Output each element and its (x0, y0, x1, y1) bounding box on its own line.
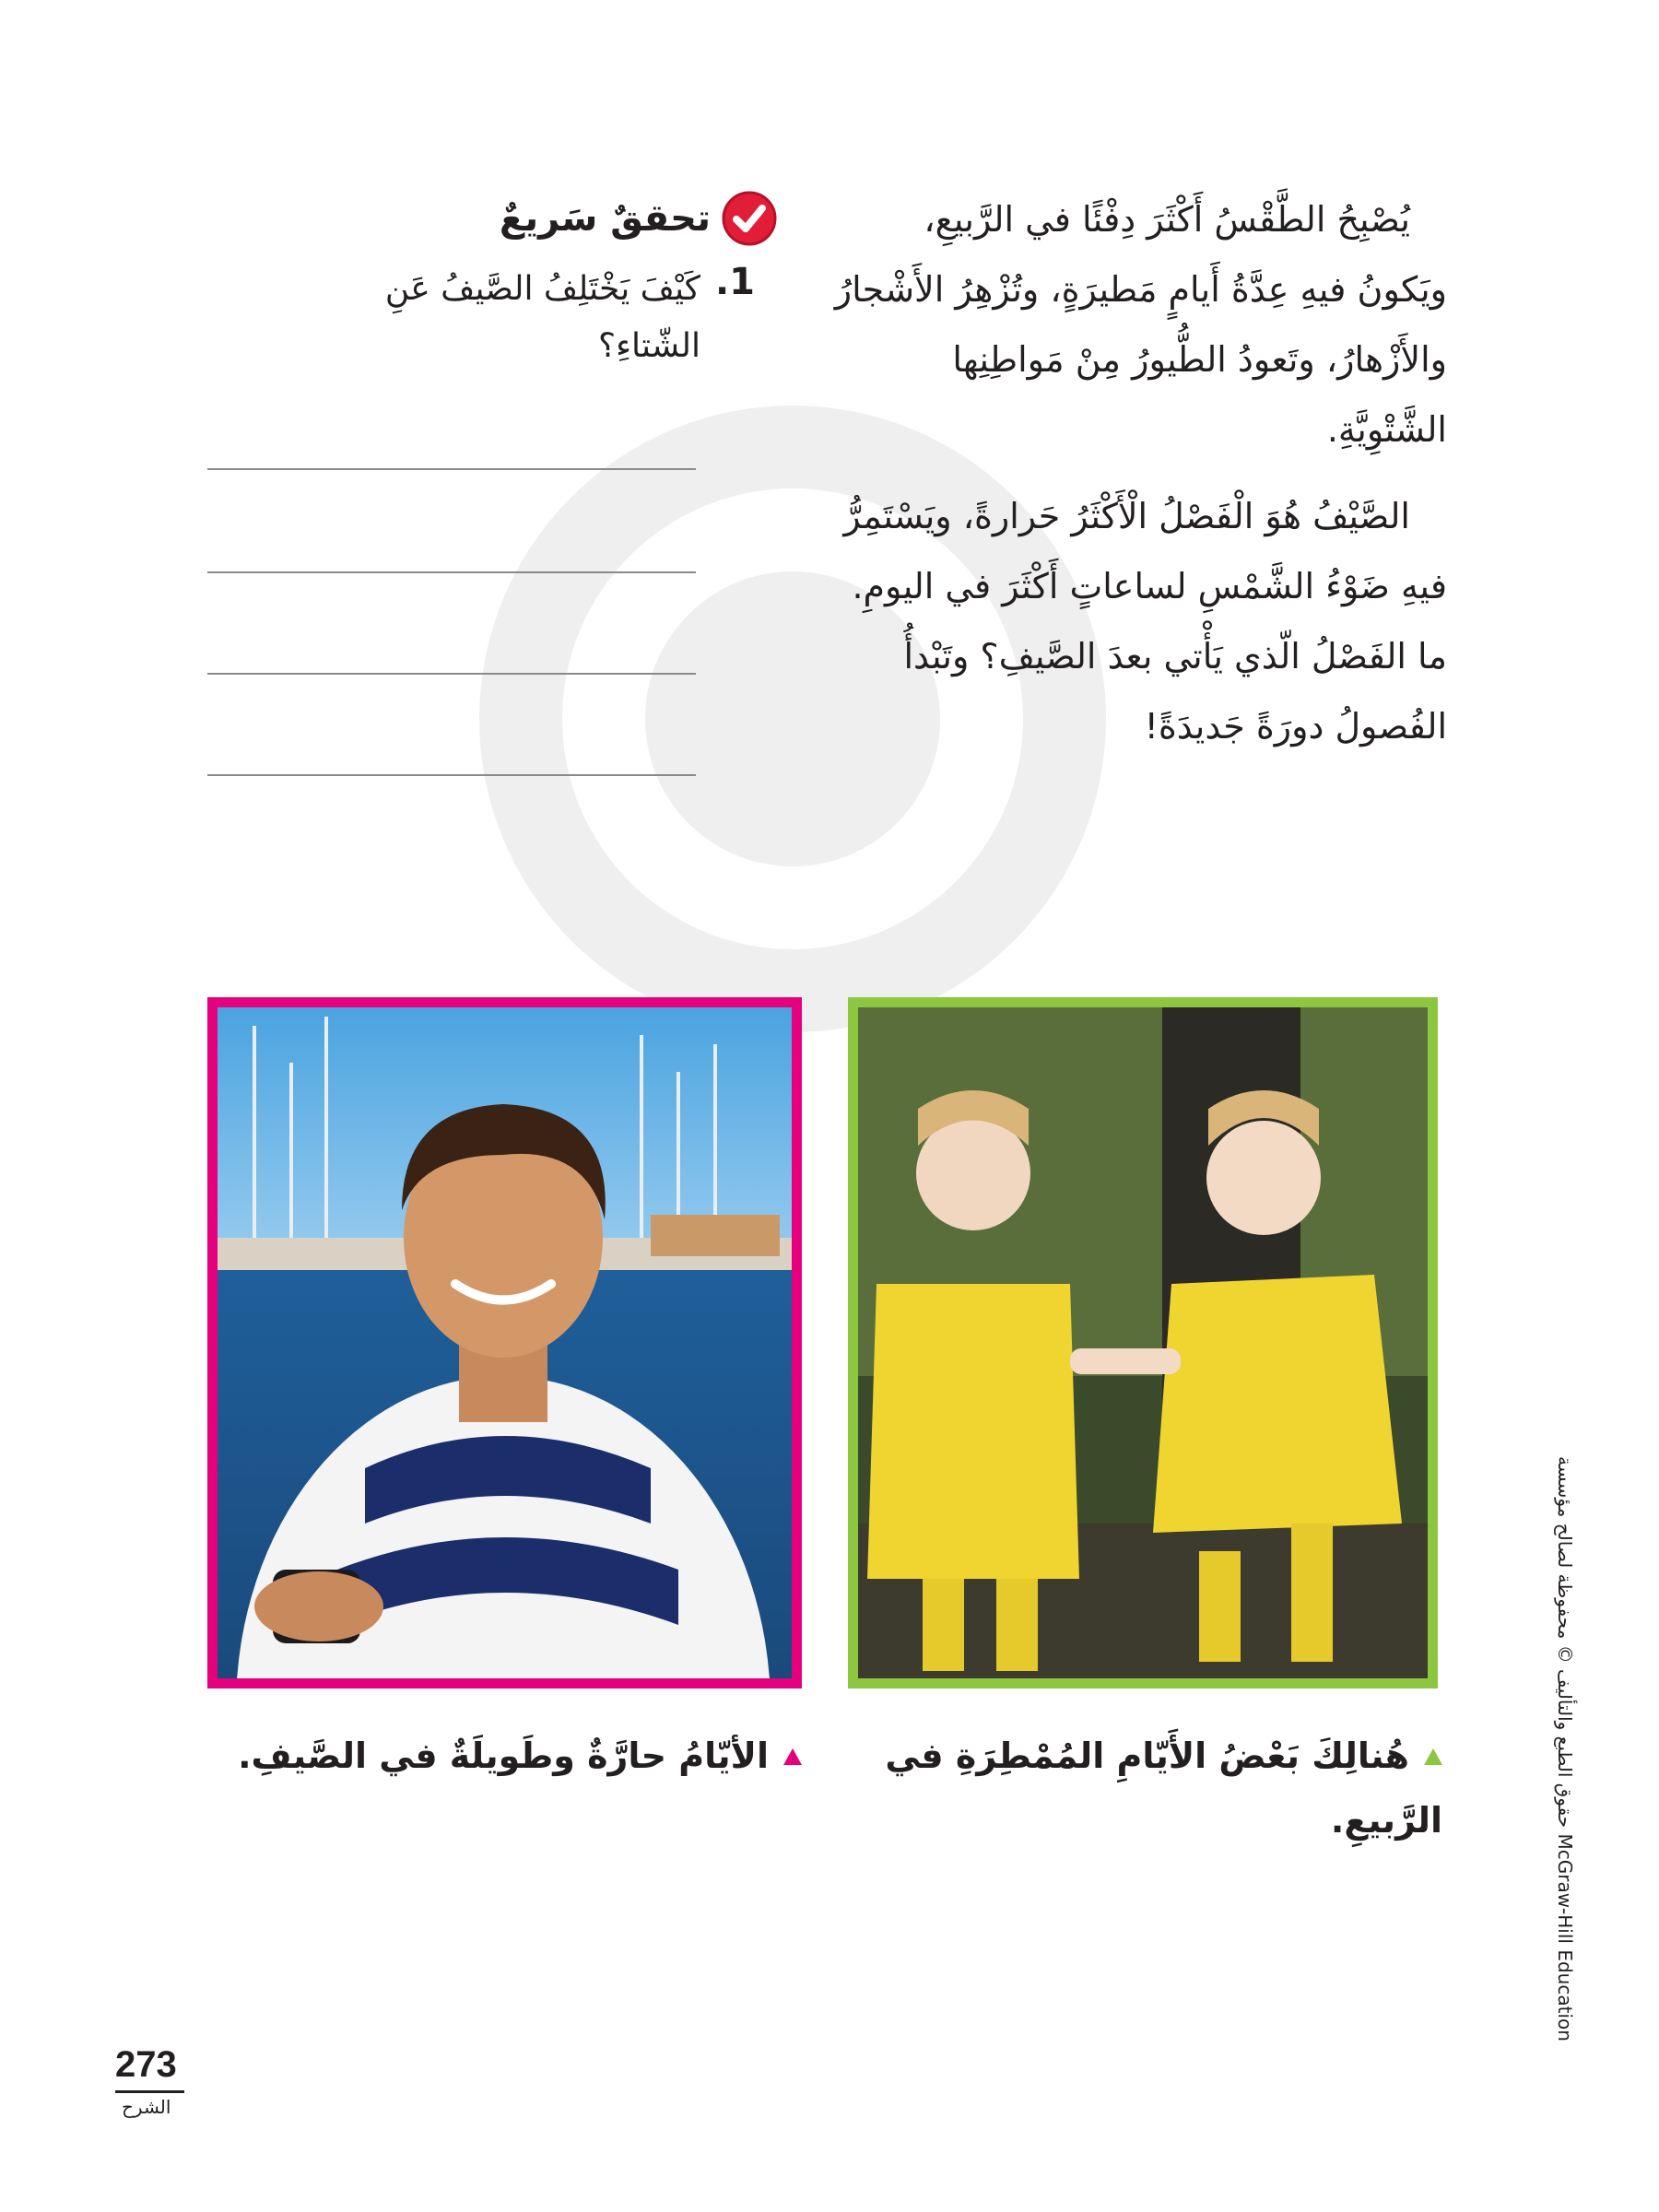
answer-line[interactable] (207, 468, 696, 470)
triangle-bullet-icon (783, 1748, 802, 1765)
quick-check-header (207, 189, 779, 248)
summer-photo (207, 997, 802, 1688)
paragraph-spring: يُصْبِحُ الطَّقْسُ أَكْثَرَ دِفْئًا في الرَّبيعِ، ويَكونُ فيهِ عِدَّةُ أَيامٍ مَطيرَةٍ، وتُزْهِرُ الأَشْجارُ والأَزْهارُ، وتَعودُ الطُّيورُ مِنْ مَواطِنِها الشَّتْوِيَّةِ. (834, 199, 1447, 450)
question-text: كَيْفَ يَخْتَلِفُ الصَّيفُ عَنِ الشّتاءِ؟ (384, 270, 700, 365)
caption-summer-text: الأيّامُ حارَّةٌ وطَويلَةٌ في الصَّيفِ. (238, 1735, 769, 1776)
body-text (830, 184, 1447, 761)
section-label: الشرح (122, 2096, 171, 2118)
caption-spring-text: هُنالِكَ بَعْضُ الأَيّامِ المُمْطِرَةِ في الرَّبيعِ. (885, 1735, 1442, 1841)
copyright-text: حقوق الطبع والتأليف © محفوظة لصالح مؤسسة McGraw-Hill Education (1554, 1456, 1576, 2041)
check-badge-icon (720, 189, 779, 248)
boy-harbor-illustration (218, 1007, 792, 1678)
copyright-credit (1548, 1456, 1576, 2101)
page-number: 273 (115, 2044, 177, 2085)
spring-photo (848, 997, 1438, 1688)
answer-line[interactable] (207, 673, 696, 675)
answer-line[interactable] (207, 774, 696, 776)
girls-raincoats-illustration (858, 1007, 1428, 1678)
triangle-bullet-icon (1424, 1748, 1442, 1765)
page-number-rule (115, 2090, 184, 2093)
caption-spring (862, 1724, 1442, 1853)
quick-check-question (331, 261, 779, 375)
answer-line[interactable] (207, 571, 696, 573)
quick-check (207, 189, 779, 375)
quick-check-title: تحققٌ سَريعٌ (499, 197, 711, 240)
paragraph-summer: الصَّيْفُ هُوَ الْفَصْلُ الْأَكْثَرُ حَرارةً، ويَسْتَمِرُّ فيهِ ضَوْءُ الشَّمْسِ لساعاتٍ أَكْثَرَ في اليومِ. ما الفَصْلُ الّذي يَأْتي بعدَ الصَّيفِ؟ وتَبْدأُ الفُصولُ دورَةً جَديدَةً! (843, 496, 1447, 747)
caption-summer (203, 1724, 802, 1788)
question-number: 1. (714, 261, 755, 303)
